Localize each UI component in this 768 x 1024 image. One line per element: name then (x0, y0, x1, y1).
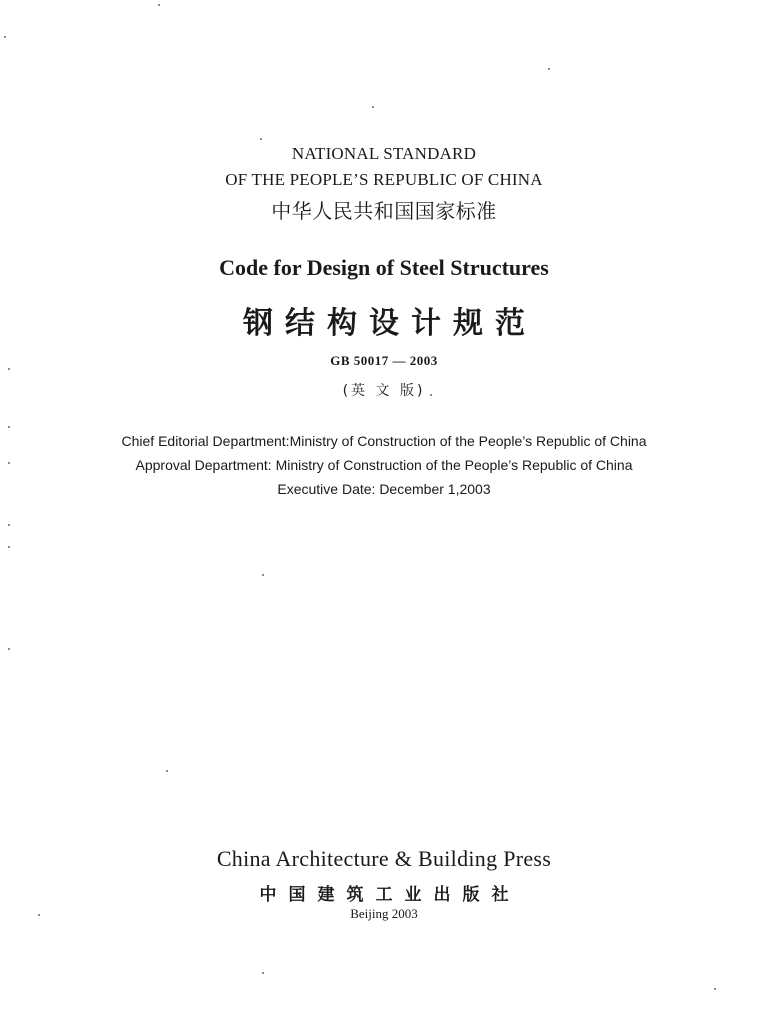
scan-speck (262, 574, 264, 576)
scan-speck (548, 68, 550, 70)
scan-speck (262, 972, 264, 974)
standard-code: GB 50017 — 2003 (330, 353, 438, 368)
scan-speck (8, 426, 10, 428)
scan-speck (430, 394, 432, 396)
edition-note: (英 文 版) (342, 383, 426, 399)
scan-speck (8, 524, 10, 526)
publisher-city-year: Beijing 2003 (350, 906, 418, 921)
chief-editorial-department: Chief Editorial Department:Ministry of Construction of the People’s Republic of China (121, 433, 647, 449)
scan-speck (38, 914, 40, 916)
publisher-name-english: China Architecture & Building Press (216, 846, 552, 871)
document-title-chinese: 钢结构设计规范 (243, 306, 537, 341)
document-title-english: Code for Design of Steel Structures (219, 255, 549, 280)
scan-speck (8, 462, 10, 464)
standard-chinese: 中华人民共和国国家标准 (271, 199, 497, 223)
scan-speck (8, 648, 10, 650)
scan-speck (714, 988, 716, 990)
publisher-name-chinese: 中国建筑工业出版社 (259, 885, 521, 905)
executive-date: Executive Date: December 1,2003 (277, 481, 491, 497)
scan-speck (166, 770, 168, 772)
standard-line-2: OF THE PEOPLE’S REPUBLIC OF CHINA (225, 170, 543, 189)
standard-line-1: NATIONAL STANDARD (291, 144, 477, 163)
scan-speck (4, 36, 6, 38)
scan-speck (372, 106, 374, 108)
scan-speck (8, 368, 10, 370)
scan-speck (8, 546, 10, 548)
scan-speck (158, 4, 160, 6)
scan-speck (260, 138, 262, 140)
approval-department: Approval Department: Ministry of Construction of the People’s Republic of China (135, 457, 633, 473)
